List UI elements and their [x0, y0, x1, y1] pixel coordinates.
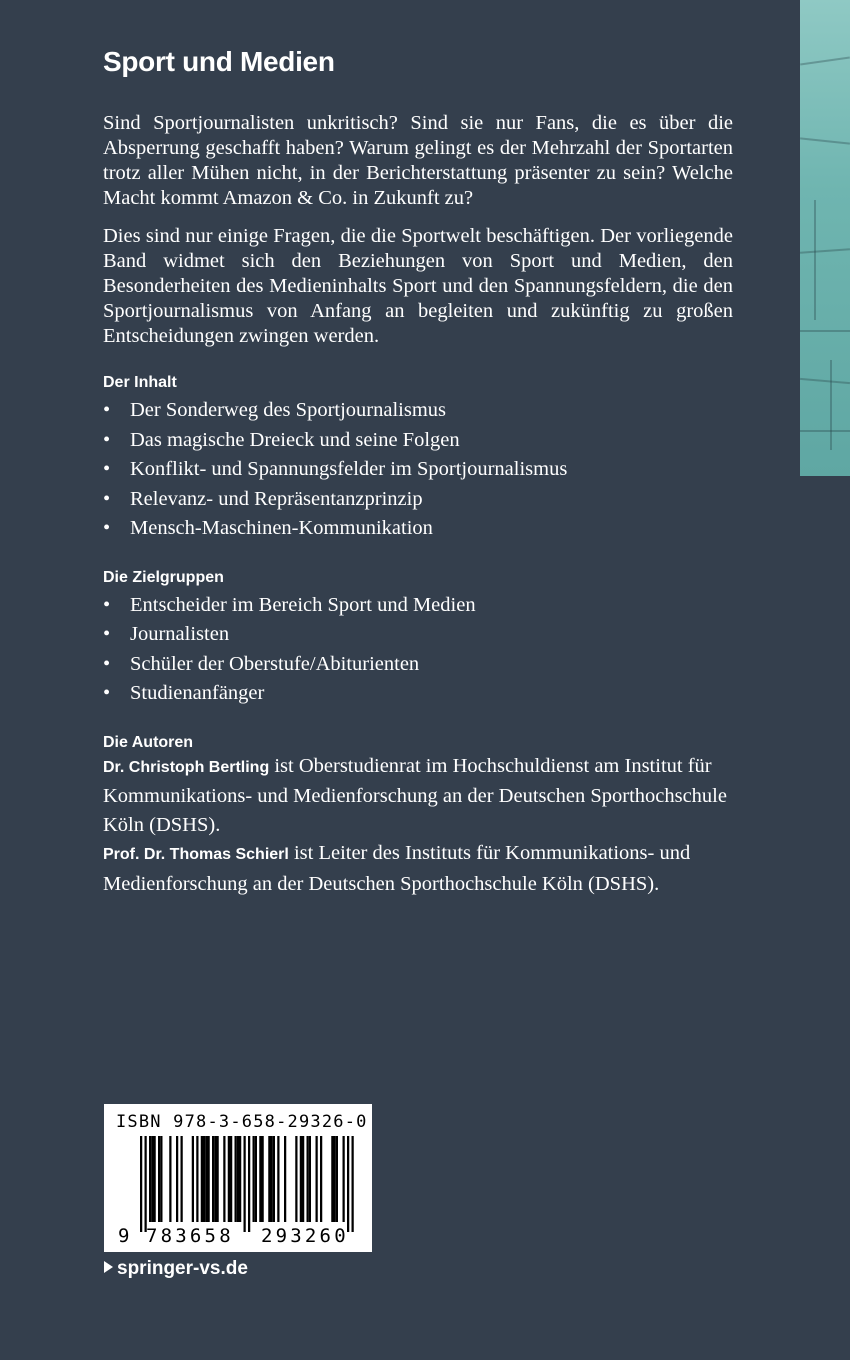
barcode-bar	[201, 1136, 203, 1222]
authors-heading: Die Autoren	[103, 733, 194, 751]
barcode-bar	[223, 1136, 225, 1222]
barcode-bar	[302, 1136, 304, 1222]
list-item: • Der Sonderweg des Sportjournalismus	[103, 396, 733, 426]
barcode-bar	[347, 1136, 349, 1232]
contents-list	[103, 396, 733, 544]
barcode-bar	[205, 1136, 207, 1222]
barcode-bar	[237, 1136, 239, 1222]
barcode-bar	[228, 1136, 230, 1222]
barcode-bar	[196, 1136, 198, 1222]
intro-paragraph: Sind Sportjournalisten unkritisch? Sind sie nur Fans, die es über die Absperrung geschafft haben? Warum gelingt es der Mehrzahl der Sportarten trotz aller Mühen nicht, in der Berichterstattung präsenter zu sein? Welche Macht kommt Amazon & Co. in Zukunft zu?	[103, 112, 733, 209]
barcode-bar	[214, 1136, 216, 1222]
barcode-bar	[253, 1136, 255, 1222]
barcode-digits-left: 783658	[146, 1225, 234, 1247]
barcode-bar	[176, 1136, 178, 1222]
intro-paragraph: Dies sind nur einige Fragen, die die Sportwelt beschäftigen. Der vorliegende Band widmet sich den Beziehungen von Sport und Medien, den Besonderheiten des Medieninhalts Sport und den Spannungsfeldern, die den Sportjournalismus von Anfang an begleiten und zukünftig zu großen Entscheidungen zwingen werden.	[103, 225, 733, 347]
website-link[interactable]	[104, 1258, 248, 1280]
book-title: Sport und Medien	[103, 46, 335, 77]
list-item: • Schüler der Oberstufe/Abiturienten	[103, 650, 733, 680]
author-bio	[103, 839, 733, 898]
contents-heading: Der Inhalt	[103, 374, 177, 391]
barcode-bar	[140, 1136, 142, 1232]
barcode-bar	[248, 1136, 250, 1232]
barcode-bar	[244, 1136, 246, 1232]
arrow-right-icon	[104, 1261, 113, 1273]
barcode-bar	[295, 1136, 297, 1222]
isbn-barcode	[104, 1104, 372, 1252]
barcode-bar	[284, 1136, 286, 1222]
barcode-bar	[334, 1136, 336, 1222]
author-bio	[103, 752, 733, 840]
barcode-bar	[268, 1136, 270, 1222]
list-item: • Journalisten	[103, 620, 733, 650]
barcode-bar	[158, 1136, 160, 1222]
list-item: • Das magische Dreieck und seine Folgen	[103, 426, 733, 456]
barcode-bar	[145, 1136, 147, 1232]
author-name: Dr. Christoph Bertling	[103, 758, 270, 776]
audience-heading: Die Zielgruppen	[103, 568, 224, 586]
barcode-first-digit: 9	[118, 1225, 133, 1247]
barcode-bar	[230, 1136, 232, 1222]
isbn-label: ISBN 978-3-658-29326-0	[116, 1112, 368, 1132]
audience-list	[103, 591, 733, 709]
barcode-bar	[149, 1136, 151, 1222]
barcode-bar	[255, 1136, 257, 1222]
author-description: ist Oberstudienrat im Hochschuldienst am Institut für Kommunikations- und Medienforschung an der Deutschen Sporthochschule Köln (DSHS).	[103, 754, 727, 836]
list-item: • Entscheider im Bereich Sport und Medien	[103, 591, 733, 621]
list-item: • Studienanfänger	[103, 679, 733, 709]
barcode-bar	[259, 1136, 261, 1222]
list-item: • Konflikt- und Spannungsfelder im Sportjournalismus	[103, 455, 733, 485]
barcode-bar	[352, 1136, 354, 1232]
barcode-bar	[309, 1136, 311, 1222]
barcode-bar	[208, 1136, 210, 1222]
barcode-bar	[151, 1136, 153, 1222]
website-url: springer-vs.de	[117, 1258, 248, 1279]
barcode-bar	[307, 1136, 309, 1222]
barcode-bar	[320, 1136, 322, 1222]
barcode-bar	[217, 1136, 219, 1222]
barcode-digits-right: 293260	[261, 1225, 349, 1247]
spine-cover-image	[800, 0, 850, 476]
barcode-bar	[271, 1136, 273, 1222]
author-name: Prof. Dr. Thomas Schierl	[103, 846, 289, 863]
barcode-bar	[331, 1136, 333, 1222]
barcode-bar	[273, 1136, 275, 1222]
barcode-bar	[169, 1136, 171, 1222]
barcode-bar	[181, 1136, 183, 1222]
barcode-bar	[154, 1136, 156, 1222]
barcode-bar	[336, 1136, 338, 1222]
barcode-bar	[343, 1136, 345, 1222]
list-item: • Relevanz- und Repräsentanzprinzip	[103, 485, 733, 515]
barcode-bar	[316, 1136, 318, 1222]
list-item: • Mensch-Maschinen-Kommunikation	[103, 514, 733, 544]
barcode-bar	[212, 1136, 214, 1222]
barcode-bar	[262, 1136, 264, 1222]
barcode-bar	[160, 1136, 162, 1222]
barcode-bar	[235, 1136, 237, 1222]
back-cover-content	[103, 46, 733, 898]
barcode-bar	[203, 1136, 205, 1222]
barcode-bar	[277, 1136, 279, 1222]
author-description: ist Leiter des Instituts für Kommunikations- und Medienforschung an der Deutschen Sporthochschule Köln (DSHS).	[103, 842, 691, 895]
barcode-bar	[192, 1136, 194, 1222]
barcode-bar	[239, 1136, 241, 1222]
barcode-bar	[300, 1136, 302, 1222]
